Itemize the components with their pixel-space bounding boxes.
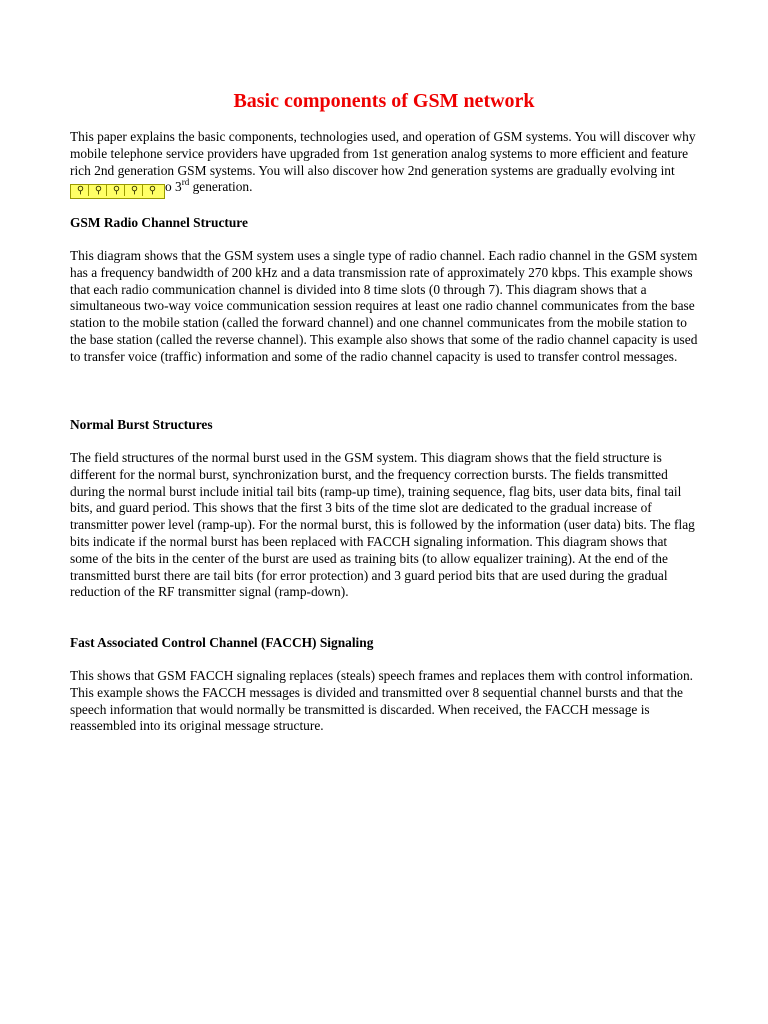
section-body-radio-channel: This diagram shows that the GSM system uses a single type of radio channel. Each radio channel in the GSM system has a frequency bandwidth of 200 kHz and a data transmission rate of approximately 270 kbps. This example shows that each radio communication channel is divided into 8 time slots (0 through 7). This diagram shows that a simultaneous two-way voice communication session requires at least one radio channel communicates from the base station to the mobile station (called the forward channel) and one channel communicates from the mobile station to the base station (called the reverse channel). This example also shows that some of the radio channel capacity is used to transfer voice (traffic) information and some of the radio channel capacity is used to transfer control messages.	[70, 248, 698, 364]
link-icon[interactable]: ⚲	[111, 185, 125, 196]
intro-text-end: generation.	[189, 179, 253, 195]
ordinal-superscript: rd	[181, 177, 190, 188]
section-body-normal-burst: The field structures of the normal burst used in the GSM system. This diagram shows that the field structure is different for the normal burst, synchronization burst, and the frequency correction bursts. The fields transmitted during the normal burst include initial tail bits (ramp-up time), training sequence, flag bits, user data bits, final tail bits, and guard period. This shows that the first 3 bits of the time slot are dedicated to the gradual increase of transmitter power level (ramp-up). For the normal burst, this is followed by the information (user data) bits. The flag bits indicate if the normal burst has been replaced with FACCH signaling information. This diagram shows that some of the bits in the center of the burst are used as training bits (to allow equalizer training). At the end of the transmitted burst there are tail bits (for error protection) and 3 guard period bits that are used during the gradual reduction of the RF transmitter signal (ramp-down).	[70, 450, 695, 600]
document-title: Basic components of GSM network	[233, 90, 535, 112]
link-icon-strip[interactable]	[70, 184, 165, 199]
section-heading-facch: Fast Associated Control Channel (FACCH) Signaling	[70, 635, 374, 650]
section-heading-radio-channel: GSM Radio Channel Structure	[70, 215, 248, 230]
intro-text-after: o 3	[165, 179, 182, 195]
link-icon[interactable]: ⚲	[75, 185, 89, 196]
link-icon[interactable]: ⚲	[93, 185, 107, 196]
intro-paragraph	[70, 129, 698, 199]
intro-text: This paper explains the basic components, technologies used, and operation of GSM systems. You will discover why mobile telephone service providers have upgraded from 1st generation analog systems to more efficient and feature rich 2nd generation GSM systems. You will also discover how 2nd generation systems are gradually evolving int	[70, 129, 696, 178]
section-body-facch: This shows that GSM FACCH signaling replaces (steals) speech frames and replaces them with control information. This example shows the FACCH messages is divided and transmitted over 8 sequential channel bursts and that the speech information that would normally be transmitted is discarded. When received, the FACCH message is reassembled into its original message structure.	[70, 668, 694, 734]
section-heading-normal-burst: Normal Burst Structures	[70, 417, 213, 432]
link-icon[interactable]: ⚲	[129, 185, 143, 196]
link-icon[interactable]: ⚲	[148, 185, 157, 197]
